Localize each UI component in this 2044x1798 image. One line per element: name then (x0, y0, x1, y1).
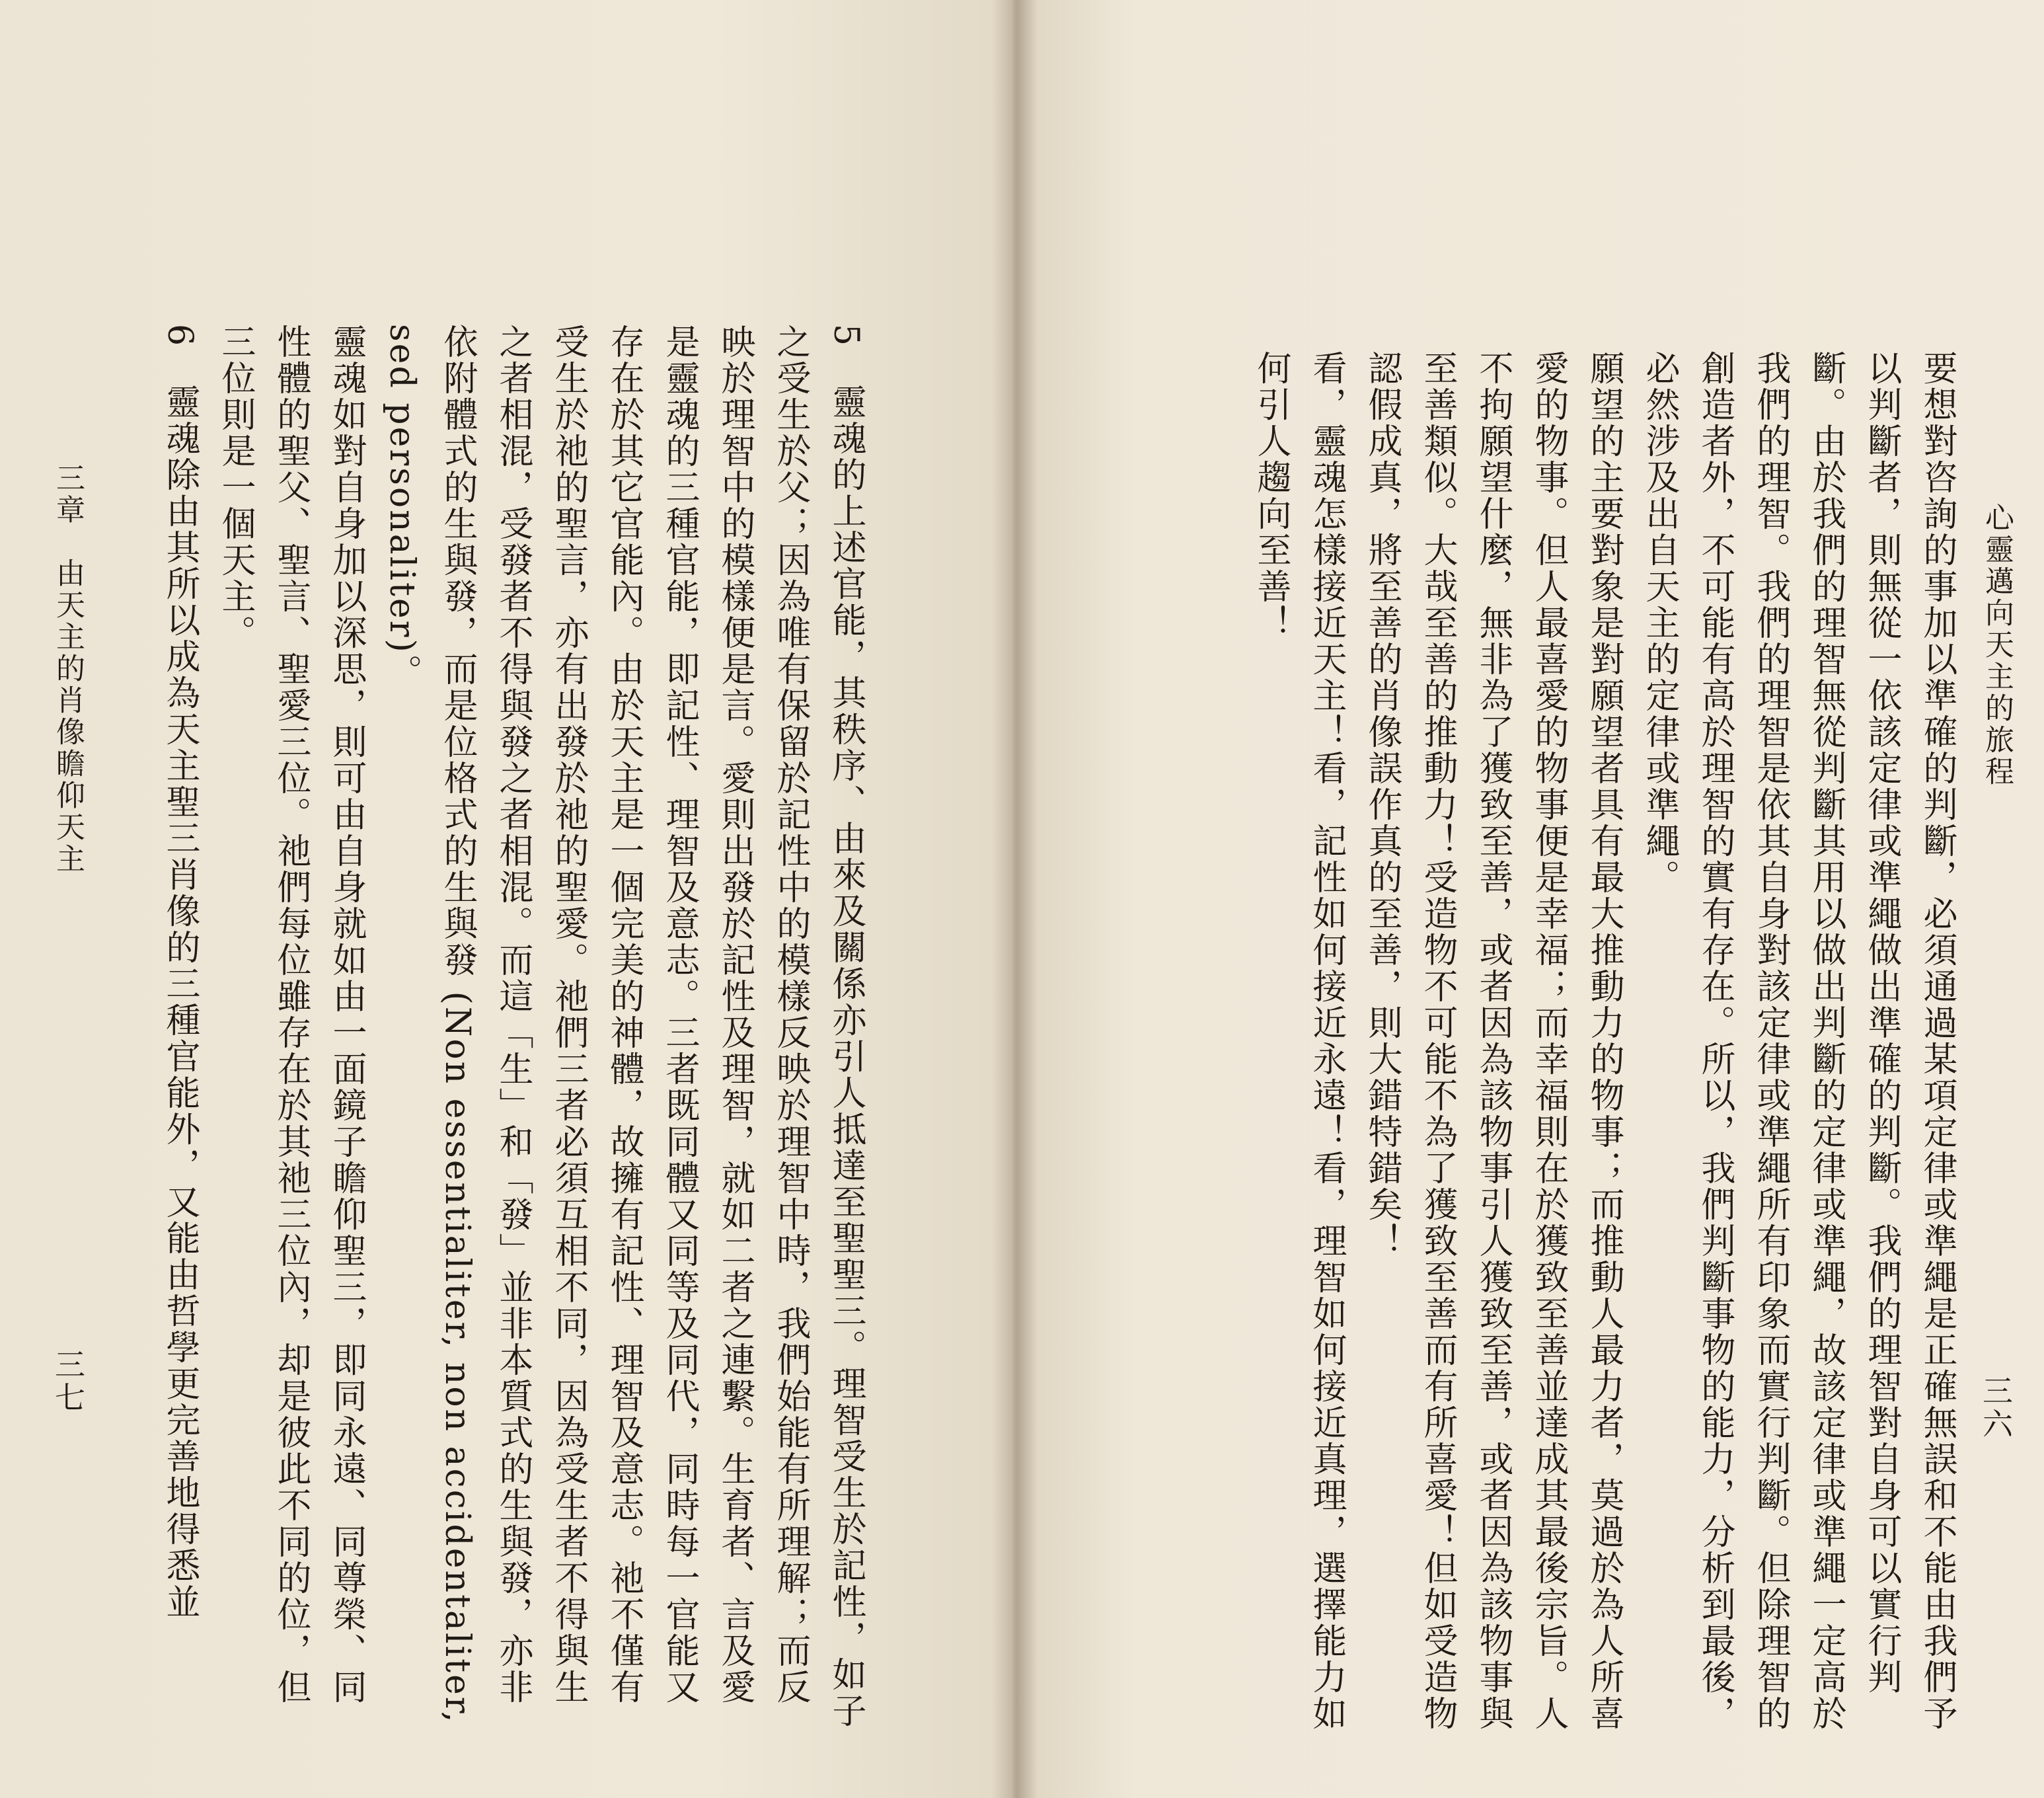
paragraph: 5 靈魂的上述官能，其秩序、由來及關係亦引人抵達至聖聖三。理智受生於記性，如子之受生於父；因為唯有保留於記性中的模樣反映於理智中時，我們始能有所理解；而反映於理智中的模樣便是言。愛則出發於記性及理智，就如二者之連繫。生育者、言及愛是靈魂的三種官能，即記性、理智及意志。三者既同體又同等及同代，同時每一官能又存在於其它官能內。由於天主是一個完美的神體，故擁有記性、理智及意志。祂不僅有受生於祂的聖言，亦有出發於祂的聖愛。祂們三者必須互相不同，因為受生者不得與生之者相混，受發者不得與發之者相混。而這「生」和「發」並非本質式的生與發，亦非依附體式的生與發，而是位格式的生與發 (Non essentialiter, non accidentaliter, sed personaliter)。 (382, 324, 866, 1730)
running-head-right: 心靈邁向天主的旅程 (1980, 502, 2014, 788)
right-page-body (1243, 350, 1965, 1765)
running-head-left: 三章 由天主的肖像瞻仰天主 (51, 463, 85, 875)
paragraph: 靈魂如對自身加以深思，則可由自身就如由一面鏡子瞻仰聖三，即同永遠、同尊榮、同性體的聖父、聖言、聖愛三位。祂們每位雖存在於其祂三位內，却是彼此不同的位，但三位則是一個天主。 (215, 324, 366, 1705)
paragraph: 看，靈魂怎樣接近天主！看，記性如何接近永遠！看，理智如何接近真理，選擇能力如何引人趨向至善！ (1251, 350, 1346, 1732)
left-page-body (152, 324, 874, 1739)
paragraph: 願望的主要對象是對願望者具有最大推動力的物事；而推動人最力者，莫過於為人所喜愛的物事。但人最喜愛的物事便是幸福；而幸福則在於獲致至善並達成其最後宗旨。人不拘願望什麼，無非為了獲致至善，或者因為該物事引人獲致至善，或者因為該物事與至善類似。大哉至善的推動力！受造物不可能不為了獲致至善而有所喜愛！但如受造物認假成真，將至善的肖像誤作真的至善，則大錯特錯矣！ (1362, 350, 1624, 1732)
paragraph: 6 靈魂除由其所以成為天主聖三肖像的三種官能外，又能由哲學更完善地得悉並 (160, 324, 200, 1621)
left-page (0, 0, 1012, 1798)
page-number-left: 三七 (50, 1348, 86, 1415)
book-gutter (991, 0, 1038, 1798)
right-page (1012, 0, 2044, 1798)
page-number-right: 三六 (1978, 1375, 2014, 1441)
paragraph: 要想對咨詢的事加以準確的判斷，必須通過某項定律或準繩是正確無誤和不能由我們予以判斷者，則無從一依該定律或準繩做出準確的判斷。我們的理智對自身可以實行判斷。由於我們的理智無從判斷其用以做出判斷的定律或準繩，故該定律或準繩一定高於我們的理智。我們的理智是依其自身對該定律或準繩所有印象而實行判斷。但除理智的創造者外，不可能有高於理智的實有存在。所以，我們判斷事物的能力，分析到最後，必然涉及出自天主的定律或準繩。 (1640, 350, 1957, 1732)
